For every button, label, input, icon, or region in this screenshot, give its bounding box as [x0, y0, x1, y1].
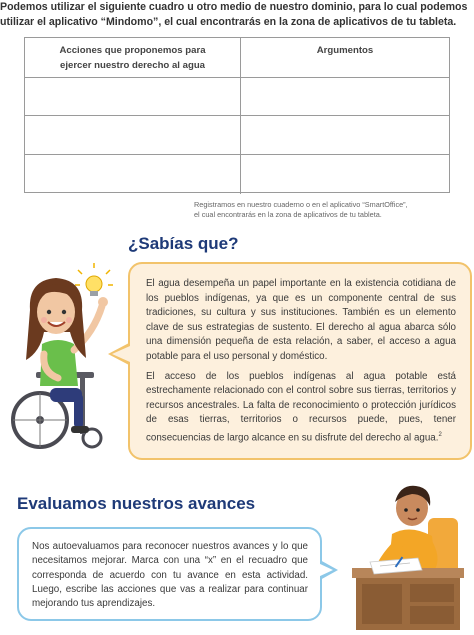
note-line-1: Registramos en nuestro cuaderno o en el aplicativo “SmartOffice”, — [194, 200, 408, 209]
intro-line-2: utilizar el aplicativo “Mindomo”, el cual encontrarás en la zona de aplicativos de tu tableta. — [0, 16, 457, 28]
sabias-heading: ¿Sabías que? — [128, 234, 239, 253]
footnote-marker: 2 — [438, 431, 442, 438]
evaluamos-heading: Evaluamos nuestros avances — [17, 494, 256, 513]
bubble-tail-inner — [112, 346, 130, 362]
sabias-paragraph-2-text: El acceso de los pueblos indígenas al agua potable está estrechamente relacionado con el control sobre sus tierras, territorios y recursos ancestrales. La falta de reconocimiento o protección jurídicos de esas tierras, territorios o recursos puede, pues, tener consecuencias de largo alcance en su disfrute del derecho al agua. — [146, 370, 456, 444]
smartoffice-note — [194, 200, 459, 220]
note-line-2: el cual encontrarás en la zona de aplicativos de tu tableta. — [194, 210, 382, 219]
actions-table — [24, 37, 450, 193]
table-cell-action-3[interactable] — [25, 155, 241, 194]
bubble2-tail-inner — [318, 563, 333, 577]
table-cell-argument-3[interactable] — [241, 155, 449, 194]
intro-line-1: Podemos utilizar el siguiente cuadro u otro medio de nuestro dominio, para lo cual podemos — [0, 1, 468, 13]
lightbulb-icon — [75, 263, 113, 296]
boy-at-desk-illustration — [340, 478, 474, 635]
sabias-paragraph-2 — [146, 370, 456, 446]
girl-in-wheelchair-illustration — [8, 262, 120, 452]
evaluamos-paragraph: Nos autoevaluamos para reconocer nuestros avances y lo que necesitamos mejorar. Marca con una “x” en el recuadro que corresponda de acuerdo con tu avance en esta actividad. Luego, escribe las acciones que vas a realizar para continuar mejorando tus aprendizajes. — [32, 541, 308, 610]
table-header-actions: Acciones que proponemos para ejercer nuestro derecho al agua — [25, 38, 241, 78]
sabias-paragraph-1: El agua desempeña un papel importante en la existencia cotidiana de los pueblos indígenas, ya que es un componente central de sus tradiciones, su cultura y sus instituciones. También es un elemento clave de sus estrategias de sustento. El derecho al agua abarca sólo una dimensión pequeña de esta relación, a saber, el acceso a agua potable para el uso personal y doméstico. — [146, 278, 456, 362]
table-cell-action-1[interactable] — [25, 78, 241, 116]
table-cell-argument-2[interactable] — [241, 116, 449, 155]
table-cell-argument-1[interactable] — [241, 78, 449, 116]
intro-text — [0, 0, 470, 30]
evaluamos-bubble — [17, 527, 322, 621]
table-header-arguments: Argumentos — [241, 38, 449, 78]
table-cell-action-2[interactable] — [25, 116, 241, 155]
sabias-bubble — [128, 262, 472, 460]
